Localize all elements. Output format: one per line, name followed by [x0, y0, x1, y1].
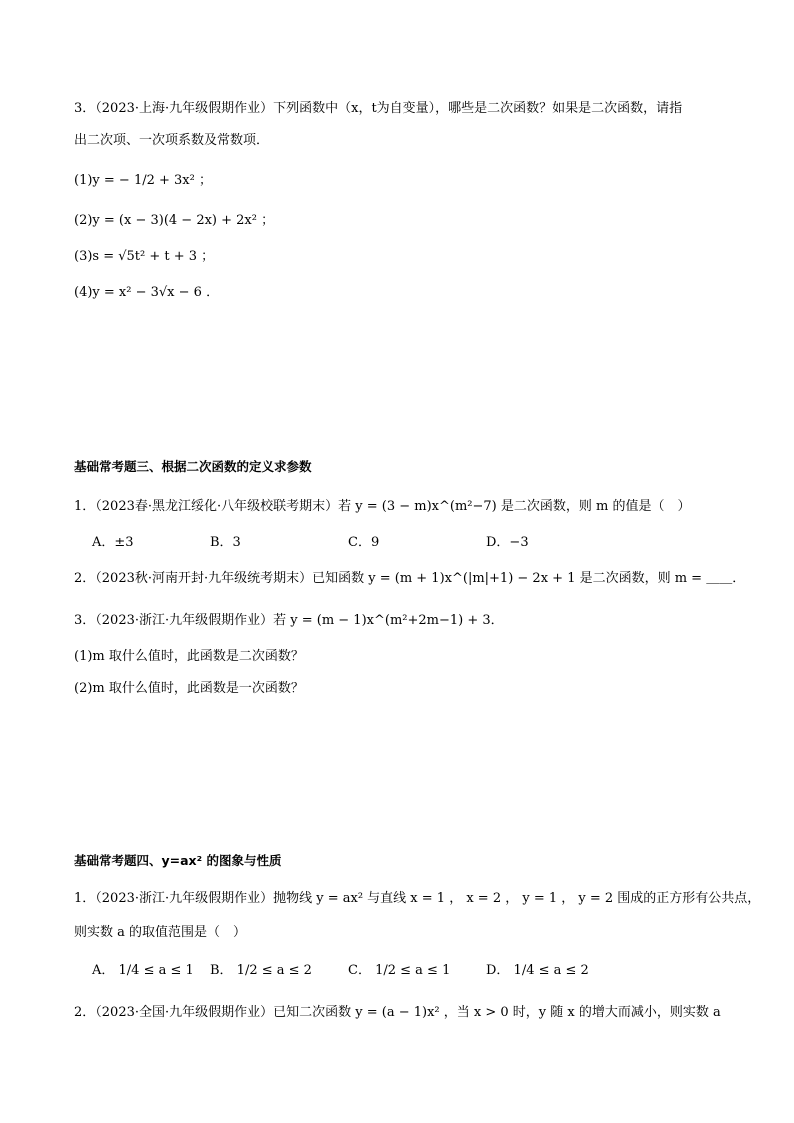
s4-q1-option-a: A． 1/4 ≤ a ≤ 1: [92, 963, 194, 978]
s4-q1-line1: 1．（2023·浙江·九年级假期作业）抛物线 y = ax² 与直线 x = 1 ， x = 2 ， y = 1 ， y = 2 围成的正方形有公共点，: [74, 891, 761, 906]
section4-title: 基础常考题四、y=ax² 的图象与性质: [74, 853, 282, 868]
s4-q1-line2: 则实数 a 的取值范围是（ ）: [74, 925, 247, 940]
q3-sub3: (3)s = √5t² + t + 3 ；: [74, 249, 215, 264]
section3-title: 基础常考题三、根据二次函数的定义求参数: [74, 459, 312, 474]
s3-q3: 3．（2023·浙江·九年级假期作业）若 y = (m − 1)x^(m²+2m−1) + 3．: [74, 613, 504, 628]
s3-q1-option-d: D．−3: [486, 535, 529, 550]
s3-q1: 1．（2023春·黑龙江绥化·八年级校联考期末）若 y = (3 − m)x^(m²−7) 是二次函数，则 m 的值是（ ）: [74, 499, 691, 514]
s3-q3-sub2: (2)m 取什么值时，此函数是一次函数？: [74, 681, 304, 696]
q3-line1: 3．（2023·上海·九年级假期作业）下列函数中（x，t为自变量），哪些是二次函数？如果是二次函数，请指: [74, 101, 683, 116]
s4-q1-option-b: B． 1/2 ≤ a ≤ 2: [210, 963, 312, 978]
s4-q1-option-c: C． 1/2 ≤ a ≤ 1: [348, 963, 451, 978]
s4-q1-option-d: D． 1/4 ≤ a ≤ 2: [486, 963, 589, 978]
s3-q1-option-c: C．9: [348, 535, 380, 550]
s3-q1-option-a: A．±3: [92, 535, 134, 550]
q3-sub4: (4)y = x² − 3√x − 6 ．: [74, 285, 220, 300]
s4-q2: 2．（2023·全国·九年级假期作业）已知二次函数 y = (a − 1)x² ，当 x > 0 时，y 随 x 的增大而减小，则实数 a: [74, 1005, 721, 1020]
q3-line2: 出二次项、一次项系数及常数项．: [74, 133, 270, 148]
s3-q1-option-b: B．3: [210, 535, 241, 550]
q3-sub2: (2)y = (x − 3)(4 − 2x) + 2x² ；: [74, 213, 275, 228]
s3-q2: 2．（2023秋·河南开封·九年级统考期末）已知函数 y = (m + 1)x^(|m|+1) − 2x + 1 是二次函数，则 m = ＿＿．: [74, 571, 746, 586]
s3-q3-sub1: (1)m 取什么值时，此函数是二次函数？: [74, 649, 304, 664]
q3-sub1: (1)y = − 1/2 + 3x² ；: [74, 173, 212, 188]
